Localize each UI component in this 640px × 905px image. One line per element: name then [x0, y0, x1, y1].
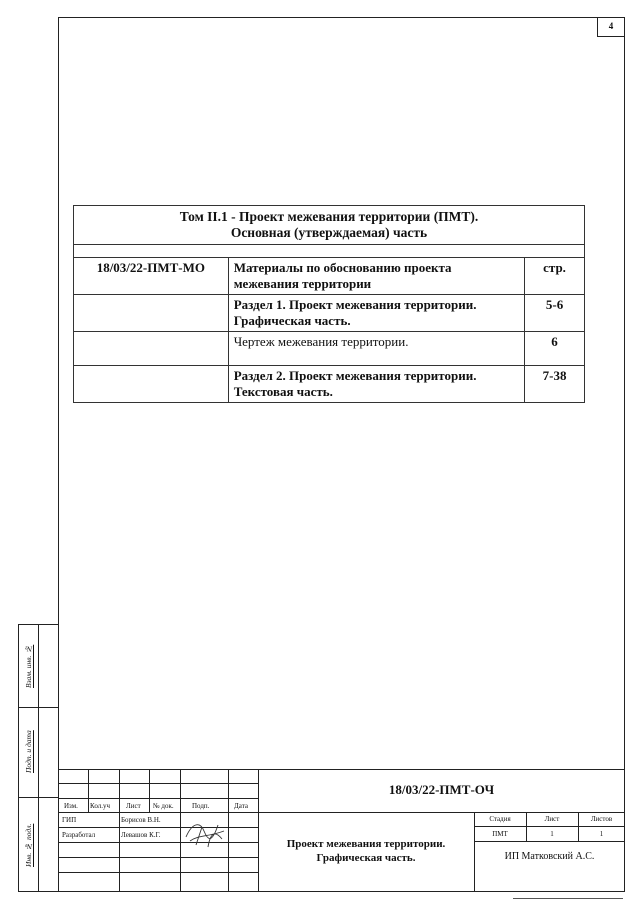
- spacer-row: [74, 245, 585, 258]
- table-row: [74, 258, 585, 295]
- header-doc: № док.: [153, 802, 174, 810]
- table-title-row: [74, 206, 585, 245]
- row-code: [74, 295, 229, 332]
- row-code: [74, 332, 229, 366]
- stage-value: ПМТ: [492, 830, 508, 838]
- row-pages: 6: [525, 332, 585, 366]
- stage-label: Стадия: [489, 815, 511, 823]
- page-frame: [58, 17, 625, 892]
- sheets-value: 1: [599, 830, 604, 838]
- row-description: Чертеж межевания территории.: [228, 332, 524, 366]
- developer-name: Левашов К.Г.: [121, 831, 161, 839]
- header-kol: Кол.уч: [90, 802, 110, 810]
- volume-subtitle: Основная (утверждаемая) часть: [230, 225, 428, 240]
- row-code: 18/03/22-ПМТ-МО: [74, 258, 229, 295]
- row-description: Раздел 1. Проект межевания территории. Графическая часть.: [228, 295, 524, 332]
- title-block: [58, 769, 625, 892]
- sheet-label: Лист: [544, 815, 560, 823]
- row-pages: 7-38: [525, 366, 585, 403]
- signature-image: [182, 817, 230, 849]
- volume-title: Том II.1 - Проект межевания территории (ПМТ).: [179, 209, 479, 224]
- row-code: [74, 366, 229, 403]
- gip-name: Борисов В.Н.: [121, 816, 161, 824]
- row-pages: стр.: [525, 258, 585, 295]
- sheets-label: Листов: [590, 815, 613, 823]
- developer-role: Разработал: [62, 831, 96, 839]
- gip-role: ГИП: [62, 816, 77, 824]
- inv-original-label: Инв. № подл.: [24, 823, 33, 867]
- row-description: Материалы по обоснованию проекта межевания территории: [228, 258, 524, 295]
- replace-inv-label: Взам. инв. №: [24, 644, 33, 688]
- organization-name: ИП Матковский А.С.: [504, 851, 595, 862]
- table-row: [74, 366, 585, 403]
- header-date: Дата: [234, 802, 248, 810]
- divider: [513, 898, 623, 899]
- document-code: 18/03/22-ПМТ-ОЧ: [388, 782, 495, 797]
- header-sign: Подп.: [192, 802, 210, 810]
- table-row: [74, 295, 585, 332]
- page-number: 4: [597, 17, 625, 37]
- table-row: [74, 332, 585, 366]
- header-list: Лист: [126, 802, 141, 810]
- side-stamp: [18, 624, 58, 892]
- document-title: Проект межевания территории. Графическая часть.: [286, 838, 446, 864]
- sign-date-label: Подп. и дата: [24, 730, 33, 774]
- row-description: Раздел 2. Проект межевания территории. Текстовая часть.: [228, 366, 524, 403]
- contents-table: [73, 205, 585, 403]
- header-izm: Изм.: [64, 802, 78, 810]
- row-pages: 5-6: [525, 295, 585, 332]
- sheet-value: 1: [550, 830, 554, 838]
